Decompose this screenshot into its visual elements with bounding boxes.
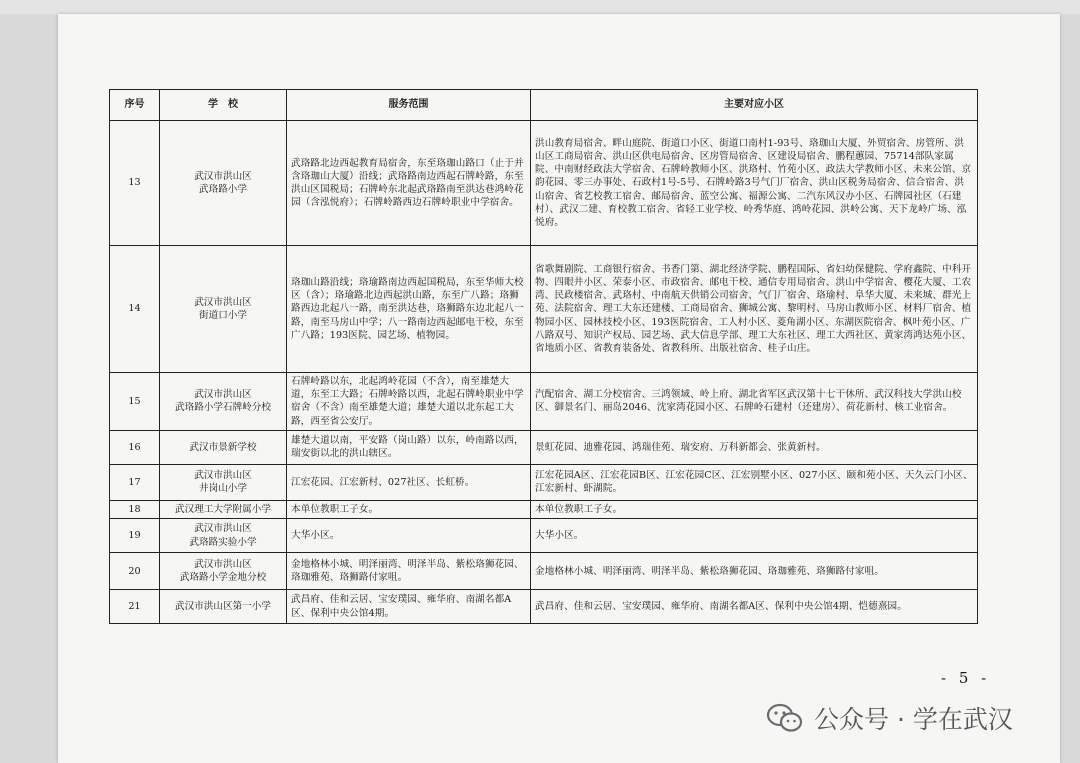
table-row	[110, 373, 978, 431]
community-list: 本单位教职工子女。	[531, 500, 978, 518]
watermark	[766, 698, 1013, 738]
community-list: 景虹花园、迪雅花园、鸿瑞佳苑、瑞安府、万科新都会、张黄新村。	[531, 430, 978, 464]
page-number: - 5 -	[941, 669, 991, 687]
school-name: 武汉市景新学校	[160, 430, 287, 464]
school-name: 武汉市洪山区 武珞路实验小学	[160, 519, 287, 553]
community-list: 大华小区。	[531, 519, 978, 553]
school-name: 武汉市洪山区 武珞路小学金地分校	[160, 553, 287, 590]
header-range: 服务范围	[287, 90, 531, 121]
service-range: 江宏花园、江宏新村、027社区、长虹桥。	[287, 464, 531, 500]
table-row	[110, 590, 978, 624]
table-row	[110, 430, 978, 464]
row-number: 15	[110, 373, 160, 431]
community-list: 汽配宿舍、湖工分校宿舍、三鸿领域、岭上府、湖北省军区武汉第十七干休所、武汉科技大学洪山校区、御景名门、丽岛2046、沈家湾花园小区、石牌岭石建村（还建房）、荷花新村、核工业宿舍。	[531, 373, 978, 431]
service-range: 本单位教职工子女。	[287, 500, 531, 518]
row-number: 17	[110, 464, 160, 500]
header-no: 序号	[110, 90, 160, 121]
school-name: 武汉理工大学附属小学	[160, 500, 287, 518]
service-range: 珞珈山路沿线；珞瑜路南边西起国税局，东至华师大校区（含）；珞瑜路北边西起洪山路，东至广八路；珞狮路西边北起八一路，南至洪达巷，珞狮路东边北起八一路，南至马房山中学；八一路南边西起邮电干校，东至广八路；193医院、园艺场、植物园。	[287, 246, 531, 373]
table-row	[110, 500, 978, 518]
header-communities: 主要对应小区	[531, 90, 978, 121]
service-range: 武昌府、佳和云居、宝安璞园、雍华府、南湖名都A区、保利中央公馆4期。	[287, 590, 531, 624]
community-list: 金地格林小城、明泽丽湾、明泽半岛、紫松珞狮花园、珞珈雅苑、珞狮路付家咀。	[531, 553, 978, 590]
row-number: 14	[110, 246, 160, 373]
header-school: 学 校	[160, 90, 287, 121]
row-number: 18	[110, 500, 160, 518]
service-range: 金地格林小城、明泽丽湾、明泽半岛、紫松珞狮花园、珞珈雅苑、珞狮路付家咀。	[287, 553, 531, 590]
row-number: 13	[110, 121, 160, 246]
service-range: 雄楚大道以南，平安路（岗山路）以东，岭南路以西，瑞安街以北的洪山辖区。	[287, 430, 531, 464]
table-row	[110, 553, 978, 590]
table-row	[110, 121, 978, 246]
row-number: 16	[110, 430, 160, 464]
service-range: 武珞路北边西起教育局宿舍，东至珞珈山路口（止于并含珞珈山大厦）沿线；武珞路南边西起石牌岭路，东至洪山区国税局；石牌岭东北起武珞路南至洪达巷鸿岭花园（含泓悦府）；石牌岭路西边石牌岭职业中学宿舍。	[287, 121, 531, 246]
school-district-table	[109, 89, 978, 624]
community-list: 武昌府、佳和云居、宝安璞园、雍华府、南湖名都A区、保利中央公馆4期、恺德熹园。	[531, 590, 978, 624]
watermark-text: 公众号 · 学在武汉	[814, 705, 1013, 734]
table-header-row	[110, 90, 978, 121]
school-name: 武汉市洪山区 武珞路小学	[160, 121, 287, 246]
row-number: 21	[110, 590, 160, 624]
community-list: 江宏花园A区、江宏花园B区、江宏花园C区、江宏别墅小区、027小区、颐和苑小区、天久云门小区、江宏新村、虾湖院。	[531, 464, 978, 500]
school-name: 武汉市洪山区 武珞路小学石牌岭分校	[160, 373, 287, 431]
row-number: 19	[110, 519, 160, 553]
row-number: 20	[110, 553, 160, 590]
community-list: 省歌舞剧院、工商银行宿舍、书香门第、湖北经济学院、鹏程国际、省妇幼保健院、学府鑫院、中科开物、四眼井小区、荣泰小区、市政宿舍、邮电干校、通信专用局宿舍、洪山中学宿舍、樱花大厦、工农湾、民政楼宿舍、武珞村、中南航天供销公司宿舍、气门厂宿舍、珞瑜村、阜华大厦、未来城、群光上苑、法院宿舍、理工大东还建楼、工商局宿舍、狮城公寓、黎明村、马房山教师小区、材料厂宿舍、植物园小区、园林技校小区、193医院宿舍、工人村小区、菱角湖小区、东湖医院宿舍、枫叶苑小区、广八路双号、知识产权局、园艺场、武大信息学部、理工大东社区、理工大西社区、黄家湾鸿达苑小区、省地质小区、省教育装备处、省教科所、出版社宿舍、桂子山庄。	[531, 246, 978, 373]
school-name: 武汉市洪山区 街道口小学	[160, 246, 287, 373]
wechat-icon	[766, 702, 804, 734]
table-row	[110, 519, 978, 553]
school-name: 武汉市洪山区 井岗山小学	[160, 464, 287, 500]
table-row	[110, 246, 978, 373]
community-list: 洪山教育局宿舍、畔山庭院、街道口小区、街道口南村1-93号、珞珈山大厦、外贸宿舍、房管所、洪山区工商局宿舍、洪山区供电局宿舍、区房管局宿舍、区建设局宿舍、鹏程蕙园、75714部队家属院、中南财经政法大学宿舍、石牌岭教师小区、洪珞村、竹苑小区、政法大学教师小区、未来公馆、京韵花园、零三办事处、石政村1号-5号、石牌岭路3号气门厂宿舍、洪山区税务局宿舍、信合宿舍、洪山宿舍、省艺校教工宿舍、邮局宿舍、蓝空公寓、福源公寓、二汽东风汉办小区、石牌园社区（石建村）、武汉二建、育校教工宿舍、省轻工业学校、岭秀华庭、鸿岭花园、洪岭公寓、天下龙岭广场、泓悦府。	[531, 121, 978, 246]
school-name: 武汉市洪山区第一小学	[160, 590, 287, 624]
service-range: 大华小区。	[287, 519, 531, 553]
table-row	[110, 464, 978, 500]
service-range: 石牌岭路以东，北起鸿岭花园（不含），南至雄楚大道，东至工大路；石牌岭路以西，北起石牌岭职业中学宿舍（不含）南至雄楚大道；雄楚大道以北东起工大路，西至省公安厅。	[287, 373, 531, 431]
scan-edge	[0, 0, 1080, 14]
